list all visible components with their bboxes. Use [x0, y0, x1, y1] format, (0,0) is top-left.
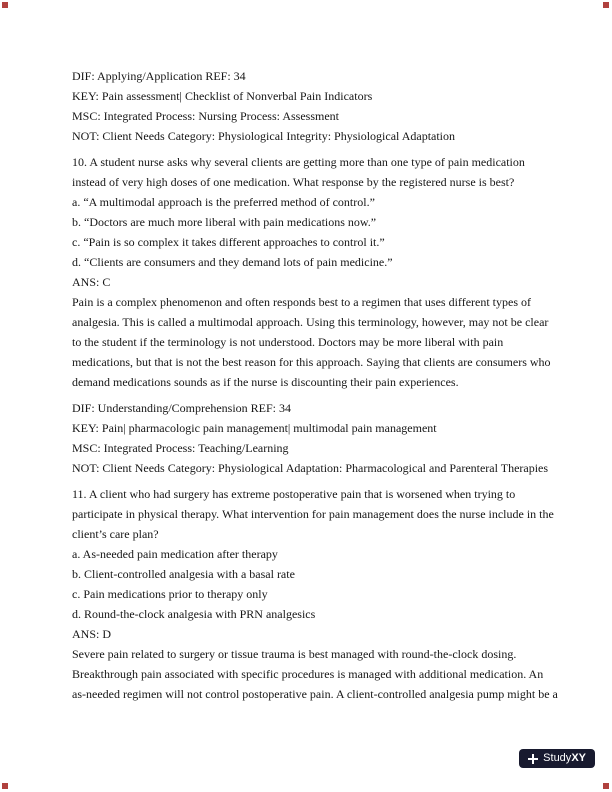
question-10-rationale-line: analgesia. This is called a multimodal approach. Using this terminology, however, may not be clear [72, 315, 549, 329]
question-11-option-b: b. Client-controlled analgesia with a basal rate [72, 567, 295, 581]
question-10-stem-line: instead of very high doses of one medication. What response by the registered nurse is best? [72, 175, 515, 189]
corner-marker [2, 2, 8, 8]
corner-marker [2, 783, 8, 789]
question-10-rationale-line: demand medications sounds as if the nurse is discounting their pain experiences. [72, 375, 459, 389]
question-11-rationale-line: Breakthrough pain associated with specific procedures is managed with additional medication. An [72, 667, 544, 681]
question-11-stem-line: client’s care plan? [72, 527, 159, 541]
question-11-stem-line: participate in physical therapy. What intervention for pain management does the nurse include in the [72, 507, 554, 521]
document-page [72, 66, 558, 710]
question-10-rationale-line: to the student if the terminology is not understood. Doctors may be more liberal with pain [72, 335, 504, 349]
question-11-rationale-line: Severe pain related to surgery or tissue trauma is best managed with round-the-clock dosing. [72, 647, 517, 661]
question-10-option-a: a. “A multimodal approach is the preferred method of control.” [72, 195, 375, 209]
question-11-rationale-line: as-needed regimen will not control postoperative pain. A client-controlled analgesia pump might be a [72, 687, 558, 701]
logo-text [543, 753, 586, 764]
plus-icon [528, 754, 538, 764]
corner-marker [603, 2, 609, 8]
meta-line-not: NOT: Client Needs Category: Physiological Integrity: Physiological Adaptation [72, 129, 456, 143]
question-11-option-c: c. Pain medications prior to therapy only [72, 587, 268, 601]
question-10-option-c: c. “Pain is so complex it takes different approaches to control it.” [72, 235, 385, 249]
meta-line-key: KEY: Pain assessment| Checklist of Nonverbal Pain Indicators [72, 89, 373, 103]
meta-line-msc: MSC: Integrated Process: Nursing Process: Assessment [72, 109, 339, 123]
question-10-answer: ANS: C [72, 275, 111, 289]
meta-line-msc: MSC: Integrated Process: Teaching/Learning [72, 441, 289, 455]
question-10-option-b: b. “Doctors are much more liberal with pain medications now.” [72, 215, 377, 229]
question-11-stem-line: 11. A client who had surgery has extreme postoperative pain that is worsened when trying to [72, 487, 516, 501]
corner-marker [603, 783, 609, 789]
question-10-option-d: d. “Clients are consumers and they demand lots of pain medicine.” [72, 255, 393, 269]
question-11-answer: ANS: D [72, 627, 112, 641]
studyxy-logo [519, 749, 595, 768]
question-10-rationale-line: medications, but that is not the best reason for this approach. Saying that clients are consumers who [72, 355, 551, 369]
meta-line-key: KEY: Pain| pharmacologic pain management| multimodal pain management [72, 421, 437, 435]
question-11-option-a: a. As-needed pain medication after therapy [72, 547, 278, 561]
question-11-option-d: d. Round-the-clock analgesia with PRN analgesics [72, 607, 316, 621]
meta-line-dif: DIF: Applying/Application REF: 34 [72, 69, 246, 83]
meta-line-not: NOT: Client Needs Category: Physiological Adaptation: Pharmacological and Parenteral Therapies [72, 461, 549, 475]
logo-text-xy: XY [571, 752, 586, 764]
logo-text-study: Study [543, 752, 572, 764]
question-10-rationale-line: Pain is a complex phenomenon and often responds best to a regimen that uses different types of [72, 295, 531, 309]
question-11-block [72, 484, 558, 704]
meta-line-dif: DIF: Understanding/Comprehension REF: 34 [72, 401, 291, 415]
meta-block-2 [72, 398, 549, 478]
question-10-stem-line: 10. A student nurse asks why several clients are getting more than one type of pain medication [72, 155, 525, 169]
question-10-block [72, 152, 551, 392]
meta-block-1 [72, 66, 544, 146]
